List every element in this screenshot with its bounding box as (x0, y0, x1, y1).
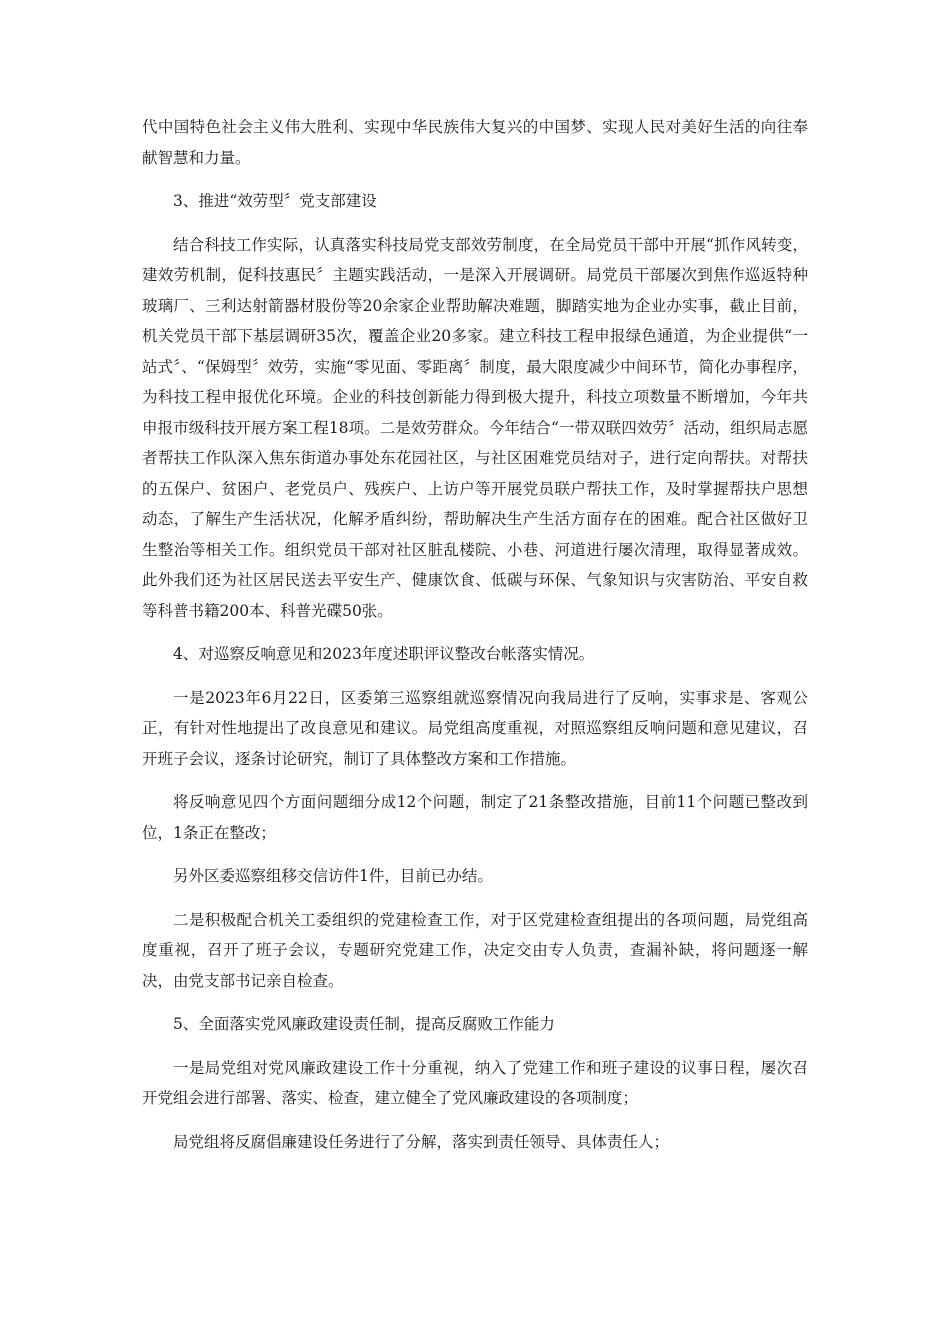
paragraph-inspection-feedback: 一是2023年6月22日，区委第三巡察组就巡察情况向我局进行了反响，实事求是、客观公正，有针对性地提出了改良意见和建议。局党组高度重视，对照巡察组反响问题和意见建议，召开班子会议，逐条讨论研究，制订了具体整改方案和工作措施。 (142, 688, 808, 768)
paragraph-service-work: 结合科技工作实际，认真落实科技局党支部效劳制度，在全局党员干部中开展“抓作风转变，建效劳机制，促科技惠民〞主题实践活动，一是深入开展调研。局党员干部屡次到焦作巡返特种玻璃厂、三利达射箭器材股份等20余家企业帮助解决难题，脚踏实地为企业办实事，截止目前，机关党员干部下基层调研35次，覆盖企业20多家。建立科技工程申报绿色通道，为企业提供“一站式〞、“保姆型〞效劳，实施“零见面、零距离〞制度，最大限度减少中间环节，简化办事程序，为科技工程申报优化环境。企业的科技创新能力得到极大提升，科技立项数量不断增加，今年共申报市级科技开展方案工程18项。二是效劳群众。今年结合“一带双联四效劳〞活动，组织局志愿者帮扶工作队深入焦东街道办事处东花园社区，与社区困难党员结对子，进行定向帮扶。对帮扶的五保户、贫困户、老党员户、残疾户、上访户等开展党员联户帮扶工作，及时掌握帮扶户思想动态，了解生产生活状况，化解矛盾纠纷，帮助解决生产生活方面存在的困难。配合社区做好卫生整治等相关工作。组织党员干部对社区脏乱楼院、小巷、河道进行屡次清理，取得显著成效。此外我们还为社区居民送去平安生产、健康饮食、低碳与环保、气象知识与灾害防治、平安自救等科普书籍200本、科普光碟50张。 (142, 235, 808, 620)
section-heading-5: 5、全面落实党风廉政建设责任制，提高反腐败工作能力 (173, 1015, 555, 1033)
section-heading-3: 3、推进“效劳型〞党支部建设 (173, 192, 377, 210)
paragraph-petition: 另外区委巡察组移交信访件1件，目前已办结。 (173, 867, 493, 885)
paragraph-party-inspection: 二是积极配合机关工委组织的党建检查工作，对于区党建检查组提出的各项问题，局党组高度重视，召开了班子会议，专题研究党建工作，决定交由专人负责，查漏补缺，将问题逐一解决，由党支部书记亲自检查。 (142, 910, 808, 990)
paragraph-task-breakdown: 局党组将反腐倡廉建设任务进行了分解，落实到责任领导、具体责任人； (173, 1132, 670, 1151)
paragraph-continuation: 代中国特色社会主义伟大胜利、实现中华民族伟大复兴的中国梦、实现人民对美好生活的向往奉献智慧和力量。 (142, 118, 808, 167)
paragraph-clean-governance: 一是局党组对党风廉政建设工作十分重视，纳入了党建工作和班子建设的议事日程，屡次召开党组会进行部署、落实、检查，建立健全了党风廉政建设的各项制度； (142, 1058, 808, 1107)
paragraph-rectification: 将反响意见四个方面问题细分成12个问题，制定了21条整改措施，目前11个问题已整改到位，1条正在整改； (142, 793, 808, 842)
section-heading-4: 4、对巡察反响意见和2023年度述职评议整改台帐落实情况。 (173, 645, 595, 663)
